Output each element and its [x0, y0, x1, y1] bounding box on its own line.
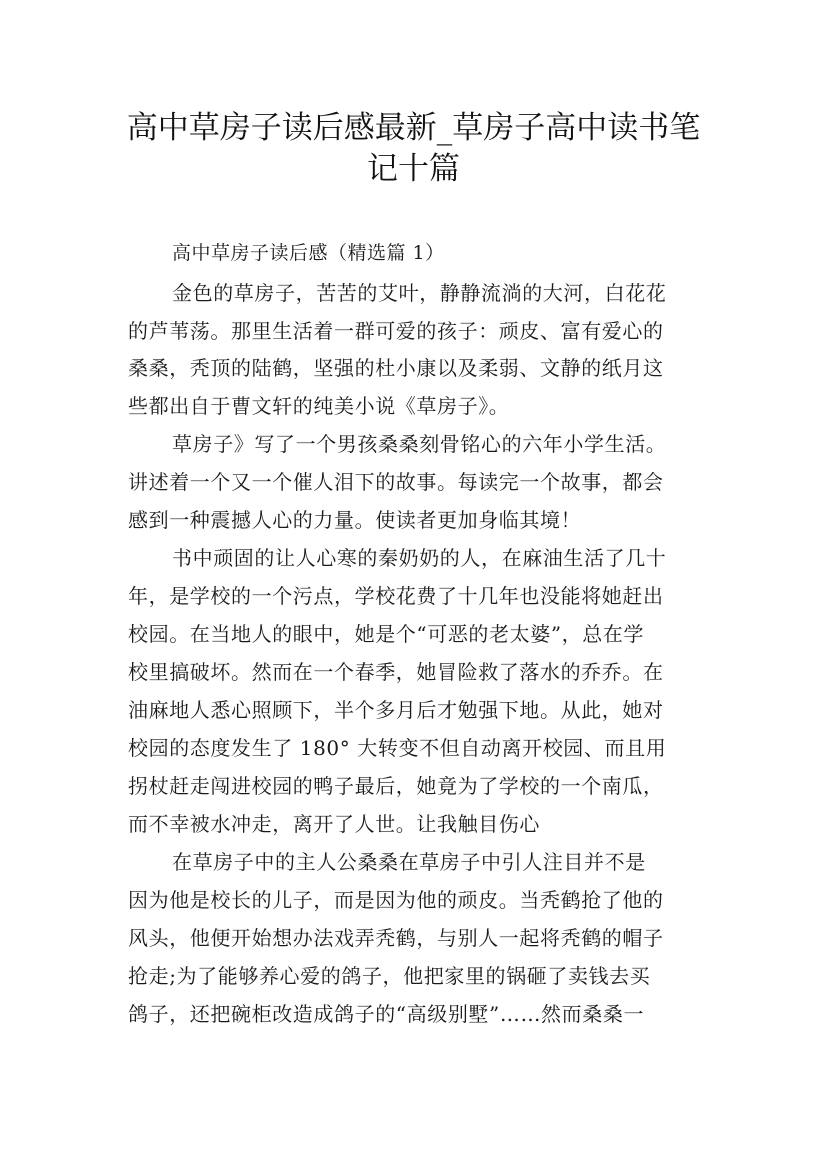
paragraph-line: 感到一种震撼人心的力量。使读者更加身临其境！ [128, 508, 582, 532]
paragraph-line: 校园。在当地人的眼中，她是个“可恶的老太婆”，总在学 [128, 622, 645, 646]
paragraph-line: 校里搞破坏。然而在一个春季，她冒险救了落水的乔乔。在 [128, 660, 664, 684]
paragraph-line: 因为他是校长的儿子，而是因为他的顽皮。当秃鹤抢了他的 [128, 888, 664, 912]
paragraph-line: 年，是学校的一个污点，学校花费了十几年也没能将她赶出 [128, 584, 664, 608]
paragraph-line: 桑桑，秃顶的陆鹤，坚强的杜小康以及柔弱、文静的纸月这 [128, 356, 664, 380]
paragraph-line: 书中顽固的让人心寒的秦奶奶的人，在麻油生活了几十 [172, 546, 667, 570]
paragraph-line: 而不幸被水冲走，离开了人世。让我触目伤心 [128, 812, 540, 836]
document-title-line-1: 高中草房子读后感最新_草房子高中读书笔 [126, 110, 701, 146]
paragraph-line: 抢走;为了能够养心爱的鸽子，他把家里的锅砸了卖钱去买 [128, 964, 651, 988]
paragraph-line: 在草房子中的主人公桑桑在草房子中引人注目并不是 [172, 850, 646, 874]
paragraph-line: 金色的草房子，苦苦的艾叶，静静流淌的大河，白花花 [172, 281, 667, 305]
paragraph-line: 风头，他便开始想办法戏弄秃鹤，与别人一起将秃鹤的帽子 [128, 926, 664, 950]
paragraph-line: 校园的态度发生了 180° 大转变不但自动离开校园、而且用 [128, 736, 667, 760]
paragraph-line: 些都出自于曹文轩的纯美小说《草房子》。 [128, 394, 510, 418]
paragraph-line: 鸽子，还把碗柜改造成鸽子的“高级别墅”……然而桑桑一 [128, 1002, 645, 1026]
paragraph-line: 拐杖赶走闯进校园的鸭子最后，她竟为了学校的一个南瓜， [128, 774, 664, 798]
paragraph-line: 讲述着一个又一个催人泪下的故事。每读完一个故事，都会 [128, 470, 664, 494]
paragraph-line: 油麻地人悉心照顾下，半个多月后才勉强下地。从此，她对 [128, 698, 664, 722]
document-title-line-2: 记十篇 [367, 151, 460, 187]
paragraph-line: 草房子》写了一个男孩桑桑刻骨铭心的六年小学生活。 [172, 432, 667, 456]
paragraph-line: 的芦苇荡。那里生活着一群可爱的孩子：顽皮、富有爱心的 [128, 319, 664, 343]
section-heading: 高中草房子读后感（精选篇 1） [172, 242, 445, 264]
